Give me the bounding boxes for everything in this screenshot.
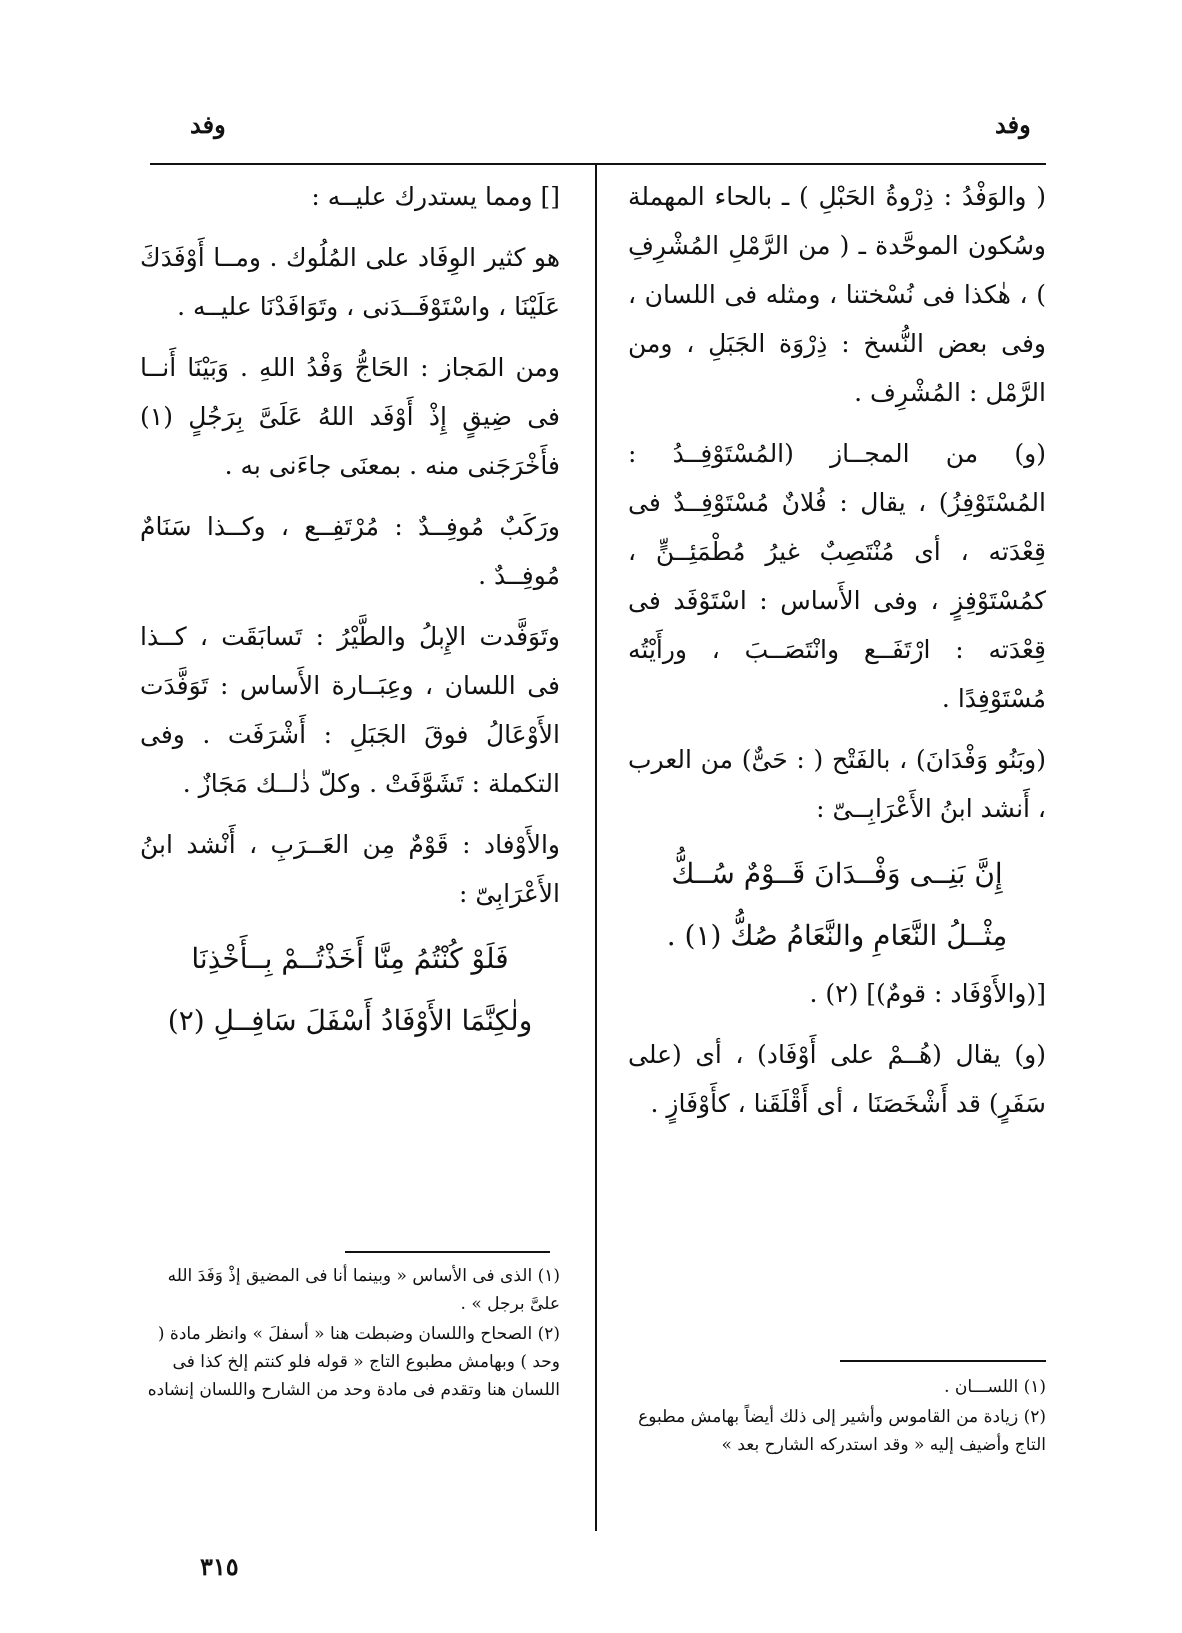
entry-paragraph: هو كثير الوِفَاد على المُلُوك . ومــا أَوْفَدَكَ عَلَيْنَا ، واسْتَوْفَــدَنى ، وتَوَافَدْنَا عليــه . — [140, 243, 560, 321]
poetry-verse: إِنَّ بَنِــى وَفْــدَانَ قَــوْمٌ سُــكُّ — [671, 857, 1003, 890]
column-divider — [595, 163, 597, 1531]
entry-paragraph: [(والأَوْفَاد : قومٌ)] (٢) . — [809, 979, 1046, 1008]
entry-paragraph: ( والوَفْدُ : ذِرْوةُ الحَبْلِ ) ـ بالحاء المهملة وسُكون الموحَّدة ـ ( من الرَّمْلِ المُشْرِفِ ) ، هٰكذا فى نُسْختنا ، ومثله فى اللسان ، وفى بعض النُّسخ : ذِرْوَة الجَبَلِ ، ومن الرَّمْل : المُشْرِف . — [628, 182, 1046, 407]
running-head-right: وفد — [995, 110, 1031, 139]
entry-paragraph: (و) يقال (هُــمْ على أَوْفَاد) ، أى (على سَفَرٍ) قد أَشْخَصَنَا ، أى أَقْلَقَنا ، كأَوْفَازٍ . — [628, 1040, 1046, 1118]
footnote: (١) الذى فى الأساس « وبينما أنا فى المضيق إذْ وَفَدَ الله علىَّ برجل » . — [167, 1266, 560, 1314]
entry-paragraph: وتَوَفَّدت الإِبلُ والطَّيْرُ : تَسابَقَت ، كــذا فى اللسان ، وعِبَــارة الأَساس : تَوَفَّدَت الأَوْعَالُ فوقَ الجَبَلِ : أَشْرَفَت . وفى التكملة : تَشَوَّفَتْ . وكلّ ذٰلــك مَجَازٌ . — [140, 622, 560, 798]
entry-paragraph: (وبَنُو وَفْدَانَ) ، بالفَتْح ( : حَىٌّ) من العرب ، أَنشد ابنُ الأَعْرَابِــىّ : — [628, 745, 1046, 823]
footnotes-right — [628, 1373, 1046, 1493]
footnote: (٢) الصحاح واللسان وضبطت هنا « أسفلَ » وانظر مادة ( وحد ) وبهامش مطبوع التاج « قوله فلو كنتم إلخ كذا فى اللسان هنا وتقدم فى مادة وحد من الشارح واللسان إنشاده — [147, 1324, 560, 1400]
entry-paragraph: ورَكَبٌ مُوفِــدٌ : مُرْتَفِــع ، وكــذا سَنَامٌ مُوفِــدٌ . — [140, 512, 560, 590]
footnote-rule-left — [345, 1251, 550, 1253]
page-number: ٣١٥ — [200, 1552, 239, 1581]
header-rule — [150, 163, 1046, 165]
poetry-verse: ولٰكِنَّمَا الأَوْفَادُ أَسْفَلَ سَافِــلِ (٢) — [167, 1004, 533, 1037]
entry-paragraph: ومن المَجاز : الحَاجُّ وَفْدُ اللهِ . وَبَيْنَا أَنــا فى ضِيقٍ إِذْ أَوْفَد اللهُ عَلَىَّ بِرَجُلٍ (١) فأَخْرَجَنى منه . بمعنَى جاءَنى به . — [140, 353, 560, 480]
entry-paragraph: والأَوْفاد : قَوْمٌ مِن العَــرَبِ ، أَنْشد ابنُ الأَعْرَابِىّ : — [140, 830, 560, 908]
footnotes-left — [140, 1262, 560, 1492]
left-column — [140, 172, 560, 1242]
entry-paragraph: (و) من المجــاز (المُسْتَوْفِــدُ : المُسْتَوْفِزُ) ، يقال : فُلانٌ مُسْتَوْفِــدٌ فى قِعْدَته ، أى مُنْتَصِبٌ غيرُ مُطْمَئِــنٍّ ، كمُسْتَوْفِزٍ ، وفى الأَساس : اسْتَوْفَد فى قِعْدَته : ارْتَفَــع وانْتَصَــبَ ، ورأَيْتُه مُسْتَوْفِدًا . — [628, 439, 1046, 713]
footnote: (١) اللســـان . — [944, 1377, 1046, 1397]
running-head-left: وفد — [190, 110, 226, 139]
poetry-verse: مِثْــلُ النَّعَامِ والنَّعَامُ صُكُّ (١) . — [666, 919, 1008, 952]
section-intro: [] ومما يستدرك عليــه : — [311, 182, 560, 211]
right-column — [628, 172, 1046, 1372]
footnote: (٢) زيادة من القاموس وأشير إلى ذلك أيضاً بهامش مطبوع التاج وأضيف إليه « وقد استدركه الشارح بعد » — [638, 1407, 1046, 1455]
footnote-rule-right — [840, 1360, 1046, 1362]
poetry-verse: فَلَوْ كُنْتُمُ مِنَّا أَخَذْتُــمْ بِــأَخْذِنَا — [191, 942, 509, 975]
